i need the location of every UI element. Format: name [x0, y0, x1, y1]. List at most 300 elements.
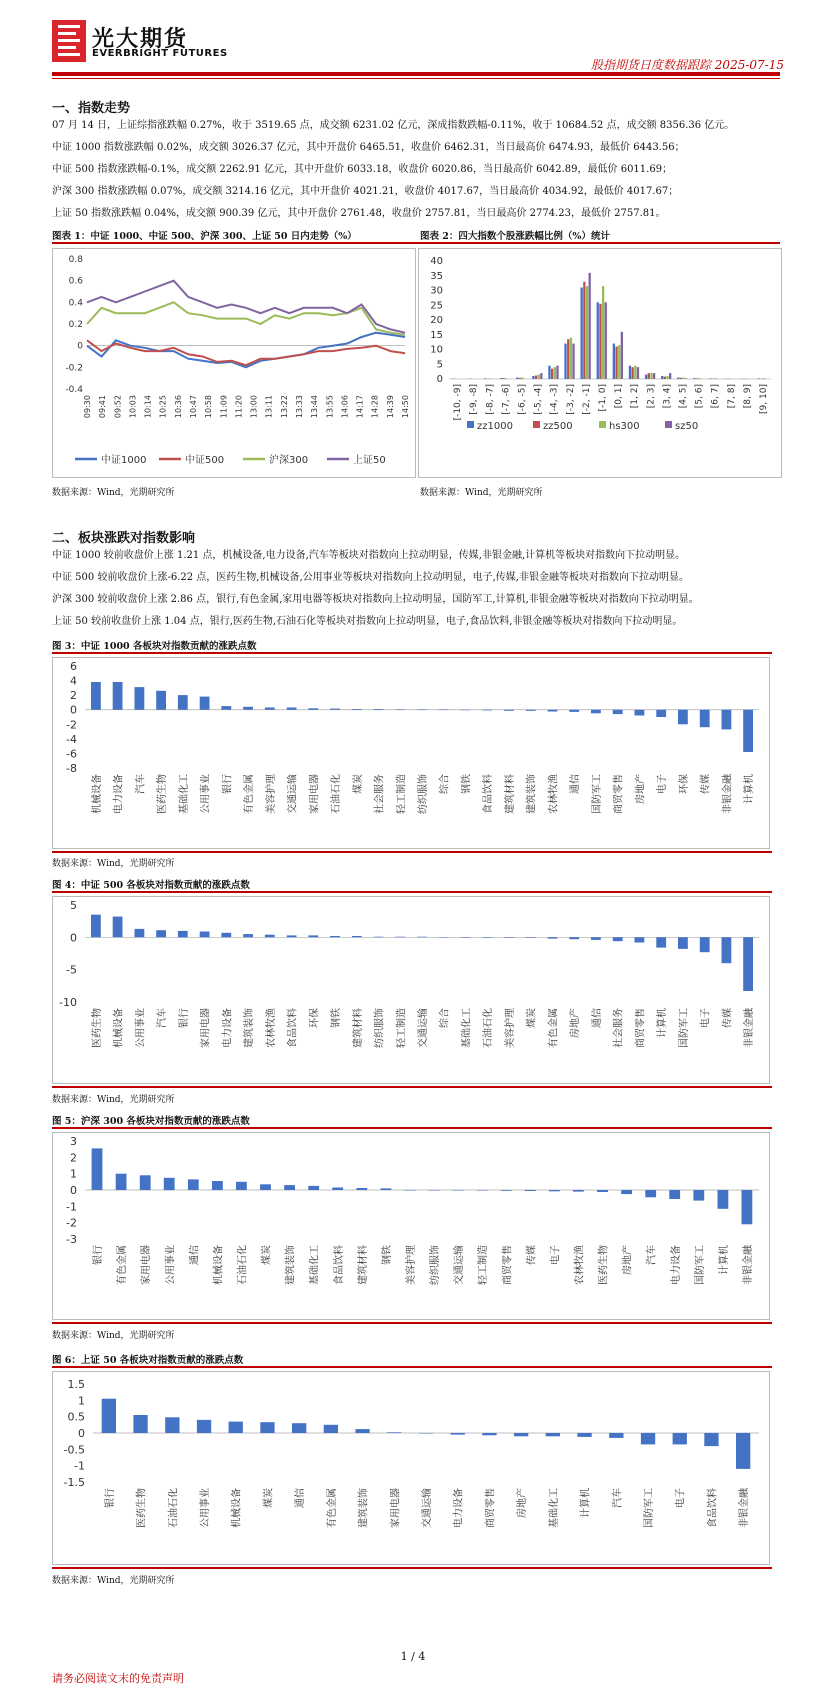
x-tick-label: [-8, -7] — [485, 384, 496, 415]
sector-label: 环保 — [678, 774, 690, 794]
fig5-source: 数据来源：Wind，光期研究所 — [52, 1331, 175, 1341]
sector-label: 机械设备 — [231, 1488, 243, 1528]
bar-hs300 — [699, 378, 701, 379]
fig4-bar-chart — [52, 896, 770, 1084]
x-tick-label: [-7, -6] — [501, 384, 512, 415]
x-tick-label: 11:09 — [219, 395, 229, 419]
sector-bar — [140, 1175, 151, 1190]
x-tick-label: 13:11 — [264, 395, 274, 419]
section1-title: 一、指数走势 — [52, 101, 131, 116]
sector-label: 建筑装饰 — [285, 1245, 297, 1285]
sector-label: 国防军工 — [644, 1488, 655, 1528]
sector-bar — [156, 930, 166, 937]
x-tick-label: [-3, -2] — [565, 384, 576, 415]
sector-label: 医药生物 — [91, 1008, 103, 1048]
bar-sz50 — [556, 366, 558, 379]
sector-label: 公用事业 — [135, 1008, 147, 1048]
bar-zz500 — [583, 282, 585, 379]
sector-bar — [597, 1190, 608, 1192]
bar-zz500 — [632, 367, 634, 379]
sector-bar — [308, 708, 318, 710]
sector-bar — [461, 710, 471, 711]
bar-hs300 — [505, 378, 507, 379]
x-tick-label: 14:17 — [355, 395, 365, 419]
sector-bar — [308, 1186, 319, 1190]
sector-label: 建筑装饰 — [526, 774, 538, 814]
x-tick-label: 13:22 — [279, 395, 289, 419]
x-tick-label: [-5, -4] — [533, 384, 544, 415]
y-tick-label: 0 — [436, 374, 443, 385]
sector-label: 交通运输 — [454, 1245, 466, 1285]
sector-label: 农林牧渔 — [548, 774, 560, 814]
header-divider-thin — [52, 78, 780, 79]
x-tick-label: [-1, 0] — [597, 384, 608, 412]
series-line-上证50 — [87, 281, 405, 333]
y-tick-label: 15 — [430, 329, 443, 341]
sector-label: 房地产 — [635, 774, 647, 804]
x-tick-label: 13:55 — [325, 395, 335, 419]
fig6-caption: 图 6：上证 50 各板块对指数贡献的涨跌点数 — [52, 1355, 244, 1366]
x-tick-label: [7, 8] — [726, 384, 737, 409]
sector-label: 有色金属 — [326, 1488, 338, 1528]
sector-label: 社会服务 — [374, 774, 386, 814]
sector-label: 公用事业 — [200, 1488, 211, 1528]
sector-bar — [477, 1190, 488, 1191]
sector-label: 通信 — [189, 1245, 201, 1265]
y-tick-label: -4 — [66, 732, 77, 746]
sector-bar — [439, 709, 449, 710]
sector-label: 机械设备 — [91, 774, 103, 814]
sector-label: 美容护理 — [265, 774, 277, 814]
bar-zz1000 — [645, 375, 647, 379]
sector-label: 传媒 — [722, 1008, 734, 1028]
sector-bar — [200, 697, 210, 710]
sector-bar — [91, 682, 101, 710]
sector-bar — [102, 1399, 116, 1433]
sector-bar — [284, 1185, 295, 1190]
sector-bar — [197, 1420, 211, 1433]
sector-label: 机械设备 — [213, 1245, 225, 1285]
sector-label: 石油石化 — [237, 1245, 249, 1285]
sector-label: 农林牧渔 — [574, 1245, 586, 1285]
y-tick-label: 0 — [77, 341, 83, 352]
fig2-caption: 图表 2：四大指数个股涨跌幅比例（%）统计 — [420, 231, 610, 242]
sector-bar — [92, 1148, 103, 1190]
sector-bar — [609, 1433, 623, 1438]
sector-bar — [548, 937, 558, 938]
x-tick-label: [8, 9] — [742, 384, 753, 409]
sector-bar — [722, 937, 732, 963]
sector-bar — [635, 710, 645, 716]
y-tick-label: 10 — [430, 344, 443, 356]
sector-bar — [548, 710, 558, 712]
sector-bar — [546, 1433, 560, 1436]
sector-label: 传媒 — [700, 774, 712, 794]
sector-bar — [482, 937, 492, 938]
sector-bar — [700, 937, 710, 952]
sector-label: 商贸零售 — [502, 1245, 514, 1285]
y-tick-label: -1.5 — [63, 1476, 85, 1489]
sector-label: 有色金属 — [244, 774, 256, 814]
sector-bar — [569, 937, 579, 939]
sector-bar — [287, 708, 297, 710]
legend-label: 中证500 — [185, 455, 225, 466]
sector-bar — [287, 935, 297, 937]
sector-label: 环保 — [309, 1008, 321, 1028]
sector-label: 银行 — [104, 1488, 116, 1508]
section2-para: 沪深 300 较前收盘价上涨 2.86 点，银行,有色金属,家用电器等板块对指数向上拉动明显，国防军工,计算机,非银金融等板块对指数向下拉动明显。 — [52, 594, 699, 605]
fig5-bar-chart — [52, 1132, 770, 1320]
sector-label: 汽车 — [646, 1245, 658, 1265]
sector-bar — [645, 1190, 656, 1197]
x-tick-label: 13:33 — [295, 395, 304, 419]
sector-label: 银行 — [222, 774, 234, 794]
sector-bar — [308, 935, 318, 937]
sector-bar — [352, 936, 362, 937]
sector-bar — [501, 1190, 512, 1191]
legend-label: zz1000 — [477, 421, 513, 432]
caption-rule — [52, 652, 772, 654]
x-tick-label: 14:28 — [370, 395, 380, 419]
sector-bar — [356, 1188, 367, 1190]
x-tick-label: 09:30 — [83, 395, 92, 419]
bar-zz1000 — [629, 366, 631, 379]
sector-bar — [164, 1178, 175, 1190]
fig2-bar-chart — [418, 248, 782, 478]
sector-bar — [718, 1190, 729, 1209]
sector-bar — [577, 1433, 591, 1437]
sector-label: 美容护理 — [504, 1008, 516, 1048]
bar-zz1000 — [500, 378, 502, 379]
sector-bar — [330, 709, 340, 710]
bar-hs300 — [763, 378, 765, 379]
y-tick-label: 0 — [70, 1184, 77, 1197]
bar-zz1000 — [564, 344, 566, 379]
sector-label: 交通运输 — [422, 1488, 433, 1528]
sector-label: 建筑材料 — [504, 774, 516, 814]
bar-zz1000 — [516, 378, 518, 380]
sector-bar — [188, 1179, 199, 1190]
bar-zz1000 — [709, 378, 711, 379]
bar-sz50 — [605, 302, 607, 379]
bar-zz500 — [535, 376, 537, 380]
bar-sz50 — [540, 373, 542, 379]
sector-label: 非银金融 — [739, 1488, 751, 1528]
sector-bar — [200, 932, 210, 938]
sector-label: 交通运输 — [287, 774, 299, 814]
sector-bar — [355, 1429, 369, 1433]
sector-bar — [573, 1190, 584, 1192]
brand-name-en: EVERBRIGHT FUTURES — [92, 48, 228, 59]
fig4-source: 数据来源：Wind，光期研究所 — [52, 1095, 175, 1105]
y-tick-label: 0.4 — [68, 298, 83, 309]
bar-zz1000 — [597, 302, 599, 379]
sector-label: 电子 — [550, 1245, 562, 1265]
bar-sz50 — [572, 344, 574, 379]
y-tick-label: 40 — [430, 256, 443, 267]
x-tick-label: [-10, -9] — [453, 384, 464, 421]
caption-rule — [52, 1322, 772, 1324]
sector-bar — [236, 1182, 247, 1190]
sector-label: 家用电器 — [200, 1008, 212, 1048]
x-tick-label: 10:25 — [158, 395, 168, 419]
y-tick-label: 2 — [70, 689, 77, 703]
sector-label: 商贸零售 — [485, 1488, 497, 1528]
bar-zz500 — [680, 378, 682, 379]
y-tick-label: -0.2 — [65, 363, 83, 374]
sector-label: 非银金融 — [722, 774, 734, 814]
sector-bar — [678, 937, 688, 949]
sector-label: 家用电器 — [309, 774, 321, 814]
bar-hs300 — [666, 376, 668, 379]
sector-bar — [569, 710, 579, 712]
report-title: 股指期货日度数据跟踪 2025-07-15 — [590, 58, 784, 72]
bar-zz500 — [696, 378, 698, 379]
section2-para: 上证 50 较前收盘价上涨 1.04 点，银行,医药生物,石油石化等板块对指数向上拉动明显，电子,食品饮料,非银金融等板块对指数向下拉动明显。 — [52, 616, 683, 627]
y-tick-label: 3 — [70, 1135, 77, 1148]
sector-bar — [451, 1433, 465, 1435]
sector-bar — [704, 1433, 718, 1446]
fig3-caption: 图 3：中证 1000 各板块对指数贡献的涨跌点数 — [52, 641, 257, 652]
legend-label: zz500 — [543, 421, 573, 432]
fig5-caption: 图 5：沪深 300 各板块对指数贡献的涨跌点数 — [52, 1116, 250, 1127]
x-tick-label: [2, 3] — [646, 384, 657, 409]
sector-bar — [330, 936, 340, 937]
bar-zz1000 — [613, 344, 615, 379]
x-tick-label: [-2, -1] — [581, 384, 592, 415]
y-tick-label: -1 — [74, 1459, 85, 1473]
caption-rule — [52, 891, 772, 893]
sector-bar — [417, 709, 427, 710]
sector-bar — [482, 1433, 496, 1435]
x-tick-label: 10:58 — [204, 395, 214, 419]
sector-label: 房地产 — [622, 1245, 634, 1275]
sector-label: 公用事业 — [165, 1245, 177, 1285]
x-tick-label: 13:00 — [249, 395, 259, 419]
bar-zz1000 — [758, 378, 760, 379]
sector-label: 电力设备 — [113, 774, 125, 814]
sector-bar — [324, 1425, 338, 1433]
sector-bar — [693, 1190, 704, 1201]
sector-bar — [178, 931, 188, 938]
sector-label: 石油石化 — [483, 1008, 495, 1048]
sector-bar — [453, 1190, 464, 1191]
sector-label: 煤炭 — [526, 1008, 538, 1028]
sector-bar — [673, 1433, 687, 1444]
sector-bar — [387, 1432, 401, 1433]
y-tick-label: 0 — [70, 931, 77, 945]
x-tick-label: [-9, -8] — [469, 384, 480, 415]
sector-bar — [635, 937, 645, 942]
caption-rule — [52, 1127, 772, 1129]
bar-hs300 — [586, 286, 588, 379]
fig6-source: 数据来源：Wind，光期研究所 — [52, 1576, 175, 1586]
sector-label: 建筑装饰 — [358, 1488, 370, 1528]
x-tick-label: 14:06 — [340, 395, 350, 419]
sector-bar — [700, 710, 710, 728]
sector-bar — [374, 937, 384, 938]
sector-label: 国防军工 — [678, 1008, 690, 1048]
sector-label: 医药生物 — [136, 1488, 148, 1528]
section2-title: 二、板块涨跌对指数影响 — [52, 531, 196, 546]
sector-label: 汽车 — [612, 1488, 624, 1508]
legend-swatch — [533, 421, 540, 428]
y-tick-label: -3 — [66, 1233, 77, 1246]
x-tick-label: 11:20 — [234, 395, 244, 419]
sector-bar — [429, 1190, 440, 1191]
sector-bar — [265, 708, 275, 710]
y-tick-label: -2 — [66, 718, 77, 732]
sector-label: 食品饮料 — [707, 1488, 719, 1528]
sector-label: 有色金属 — [117, 1245, 129, 1285]
bar-zz500 — [664, 377, 666, 379]
sector-bar — [504, 710, 514, 711]
sector-bar — [722, 710, 732, 730]
sector-label: 石油石化 — [331, 774, 343, 814]
sector-label: 房地产 — [570, 1008, 582, 1038]
sector-bar — [135, 929, 145, 937]
sector-label: 公用事业 — [200, 774, 212, 814]
y-tick-label: -6 — [66, 747, 77, 761]
sector-label: 通信 — [295, 1488, 307, 1508]
sector-bar — [439, 937, 449, 938]
disclaimer-link[interactable]: 请务必阅读文末的免责声明 — [52, 1672, 184, 1685]
sector-bar — [229, 1422, 243, 1433]
sector-label: 家用电器 — [390, 1488, 402, 1528]
sector-label: 钢铁 — [461, 774, 473, 794]
x-tick-label: [6, 7] — [710, 384, 721, 409]
section2-para: 中证 500 较前收盘价上涨-6.22 点，医药生物,机械设备,公用事业等板块对指数向上拉动明显，电子,传媒,非银金融等板块对指数向下拉动明显。 — [52, 572, 689, 583]
x-tick-label: 10:36 — [173, 395, 183, 419]
sector-bar — [221, 933, 231, 938]
x-tick-label: [1, 2] — [630, 384, 641, 409]
sector-label: 轻工制造 — [396, 774, 408, 814]
sector-label: 银行 — [178, 1008, 190, 1028]
sector-bar — [526, 710, 536, 711]
y-tick-label: 1.5 — [67, 1378, 85, 1391]
sector-bar — [243, 934, 253, 937]
sector-label: 交通运输 — [418, 1008, 429, 1048]
sector-bar — [419, 1433, 433, 1434]
fig1-line-chart — [52, 248, 416, 478]
sector-bar — [743, 710, 753, 752]
sector-label: 基础化工 — [461, 1008, 473, 1048]
bar-zz1000 — [677, 378, 679, 380]
bar-zz1000 — [532, 376, 534, 379]
sector-bar — [525, 1190, 536, 1191]
sector-bar — [613, 937, 623, 941]
sector-label: 通信 — [591, 1008, 603, 1028]
sector-label: 纺织服饰 — [418, 774, 429, 814]
bar-hs300 — [522, 378, 524, 380]
sector-label: 电子 — [657, 774, 669, 794]
y-tick-label: -5 — [66, 963, 77, 977]
section1-para: 上证 50 指数涨跌幅 0.04%，成交额 900.39 亿元，其中开盘价 2761.48，收盘价 2757.81，当日最高价 2774.23，最低价 2757.81。 — [52, 208, 666, 219]
x-tick-label: 14:50 — [401, 395, 410, 419]
sector-bar — [381, 1188, 392, 1190]
sector-bar — [591, 710, 601, 714]
sector-bar — [482, 710, 492, 711]
bar-hs300 — [650, 373, 652, 379]
sector-bar — [395, 937, 405, 938]
sector-label: 食品饮料 — [287, 1008, 299, 1048]
y-tick-label: -8 — [66, 762, 77, 775]
section1-para: 07 月 14 日，上证综指涨跌幅 0.27%，收于 3519.65 点，成交额 6231.02 亿元，深成指数跌幅-0.11%，收于 10684.52 点，成交额 8356.36 亿元。 — [52, 120, 735, 131]
bar-sz50 — [669, 373, 671, 379]
sector-label: 石油石化 — [168, 1488, 180, 1528]
bar-sz50 — [589, 273, 591, 379]
bar-zz1000 — [693, 378, 695, 379]
sector-bar — [743, 937, 753, 991]
x-tick-label: 10:14 — [143, 395, 153, 419]
section2-para: 中证 1000 较前收盘价上涨 1.21 点，机械设备,电力设备,汽车等板块对指数向上拉动明显，传媒,非银金融,计算机等板块对指数向下拉动明显。 — [52, 550, 686, 561]
fig1-caption: 图表 1：中证 1000、中证 500、沪深 300、上证 50 日内走势（%） — [52, 231, 357, 242]
sector-label: 农林牧渔 — [265, 1008, 277, 1048]
caption-rule — [52, 1366, 772, 1368]
bar-hs300 — [634, 366, 636, 379]
sector-label: 银行 — [93, 1245, 105, 1265]
y-tick-label: 2 — [70, 1151, 77, 1165]
legend-label: sz50 — [675, 421, 699, 432]
fig1-source: 数据来源：Wind，光期研究所 — [52, 488, 175, 498]
sector-bar — [669, 1190, 680, 1199]
sector-label: 钢铁 — [331, 1008, 343, 1028]
sector-label: 计算机 — [718, 1245, 730, 1275]
sector-label: 基础化工 — [178, 774, 190, 814]
sector-bar — [113, 917, 123, 938]
y-tick-label: 25 — [430, 300, 443, 312]
sector-label: 食品饮料 — [483, 774, 495, 814]
legend-label: 上证50 — [353, 455, 386, 466]
sector-bar — [613, 710, 623, 714]
bar-zz500 — [599, 304, 601, 379]
bar-sz50 — [637, 367, 639, 379]
y-tick-label: 0.2 — [68, 320, 83, 330]
sector-bar — [260, 1184, 271, 1190]
sector-label: 电力设备 — [453, 1488, 465, 1528]
legend-label: 沪深300 — [269, 455, 309, 466]
y-tick-label: 30 — [430, 285, 443, 297]
sector-bar — [221, 706, 231, 710]
y-tick-label: 0.8 — [68, 255, 83, 265]
sector-bar — [243, 707, 253, 710]
x-tick-label: 10:47 — [189, 395, 198, 419]
fig4-caption: 图 4：中证 500 各板块对指数贡献的涨跌点数 — [52, 880, 250, 891]
sector-label: 纺织服饰 — [374, 1008, 386, 1048]
sector-label: 电子 — [700, 1008, 712, 1028]
section1-para: 中证 1000 指数涨跌幅 0.02%，成交额 3026.37 亿元，其中开盘价 6465.51，收盘价 6462.31，当日最高价 6474.93，最低价 6443.56； — [52, 142, 685, 153]
bar-hs300 — [554, 367, 556, 379]
sector-label: 电力设备 — [222, 1008, 234, 1048]
y-tick-label: 0 — [70, 703, 77, 717]
sector-label: 钢铁 — [381, 1245, 393, 1265]
bar-zz1000 — [548, 366, 550, 379]
bar-hs300 — [618, 345, 620, 379]
bar-zz500 — [503, 378, 505, 379]
sector-label: 医药生物 — [157, 774, 169, 814]
sector-bar — [116, 1174, 127, 1190]
legend-swatch — [665, 421, 672, 428]
y-tick-label: 0 — [78, 1427, 85, 1440]
sector-label: 社会服务 — [613, 1008, 625, 1048]
sector-bar — [736, 1433, 750, 1469]
sector-label: 国防军工 — [694, 1245, 706, 1285]
sector-label: 计算机 — [744, 774, 756, 804]
sector-bar — [417, 937, 427, 938]
sector-label: 煤炭 — [352, 774, 364, 794]
bar-sz50 — [685, 378, 687, 379]
x-tick-label: 09:52 — [113, 395, 123, 419]
